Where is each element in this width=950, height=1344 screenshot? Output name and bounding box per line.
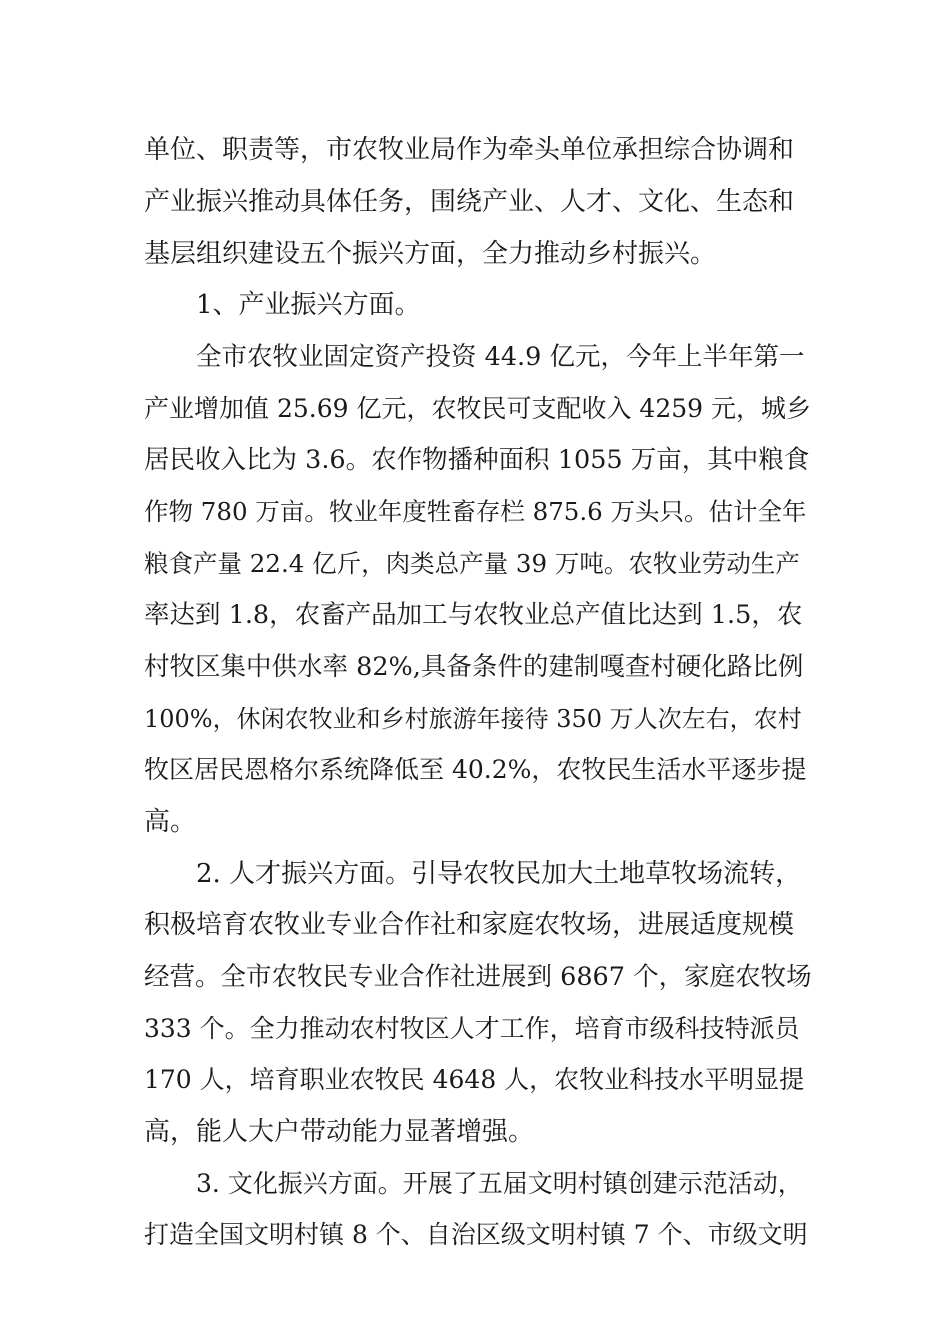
text-line: 产业增加值 25.69 亿元，农牧民可支配收入 4259 元，城乡: [144, 394, 811, 423]
text-line: 高。: [144, 807, 197, 837]
text-line: 高，能人大户带动能力显著增强。: [144, 1117, 535, 1147]
paragraph-start: 3. 文化振兴方面。开展了五届文明村镇创建示范活动，: [196, 1169, 803, 1198]
text-line: 333 个。全力推动农村牧区人才工作，培育市级科技特派员: [144, 1014, 800, 1043]
text-line: 100%，休闲农牧业和乡村旅游年接待 350 万人次左右，农村: [144, 705, 802, 733]
text-line: 单位、职责等，市农牧业局作为牵头单位承担综合协调和: [144, 135, 795, 165]
text-line: 170 人，培育职业农牧民 4648 人，农牧业科技水平明显提: [144, 1065, 805, 1094]
text-line: 率达到 1.8，农畜产品加工与农牧业总产值比达到 1.5，农: [144, 600, 803, 630]
text-line: 打造全国文明村镇 8 个、自治区级文明村镇 7 个、市级文明: [144, 1220, 808, 1249]
paragraph-start: 全市农牧业固定资产投资 44.9 亿元，今年上半年第一: [196, 342, 805, 372]
text-line: 产业振兴推动具体任务，围绕产业、人才、文化、生态和: [144, 187, 795, 217]
section-heading: 1、产业振兴方面。: [196, 290, 421, 320]
text-line: 粮食产量 22.4 亿斤，肉类总产量 39 万吨。农牧业劳动生产: [144, 549, 800, 578]
text-line: 经营。全市农牧民专业合作社进展到 6867 个，家庭农牧场: [144, 962, 812, 992]
text-line: 牧区居民恩格尔系统降低至 40.2%，农牧民生活水平逐步提: [144, 755, 807, 784]
text-line: 作物 780 万亩。牧业年度牲畜存栏 875.6 万头只。估计全年: [144, 497, 807, 526]
text-line: 积极培育农牧业专业合作社和家庭农牧场，进展适度规模: [144, 910, 795, 940]
text-line: 居民收入比为 3.6。农作物播种面积 1055 万亩，其中粮食: [144, 445, 810, 475]
text-line: 村牧区集中供水率 82%,具备条件的建制嘎查村硬化路比例: [144, 652, 804, 682]
text-line: 基层组织建设五个振兴方面，全力推动乡村振兴。: [144, 239, 717, 269]
paragraph-start: 2. 人才振兴方面。引导农牧民加大土地草牧场流转，: [196, 859, 802, 889]
